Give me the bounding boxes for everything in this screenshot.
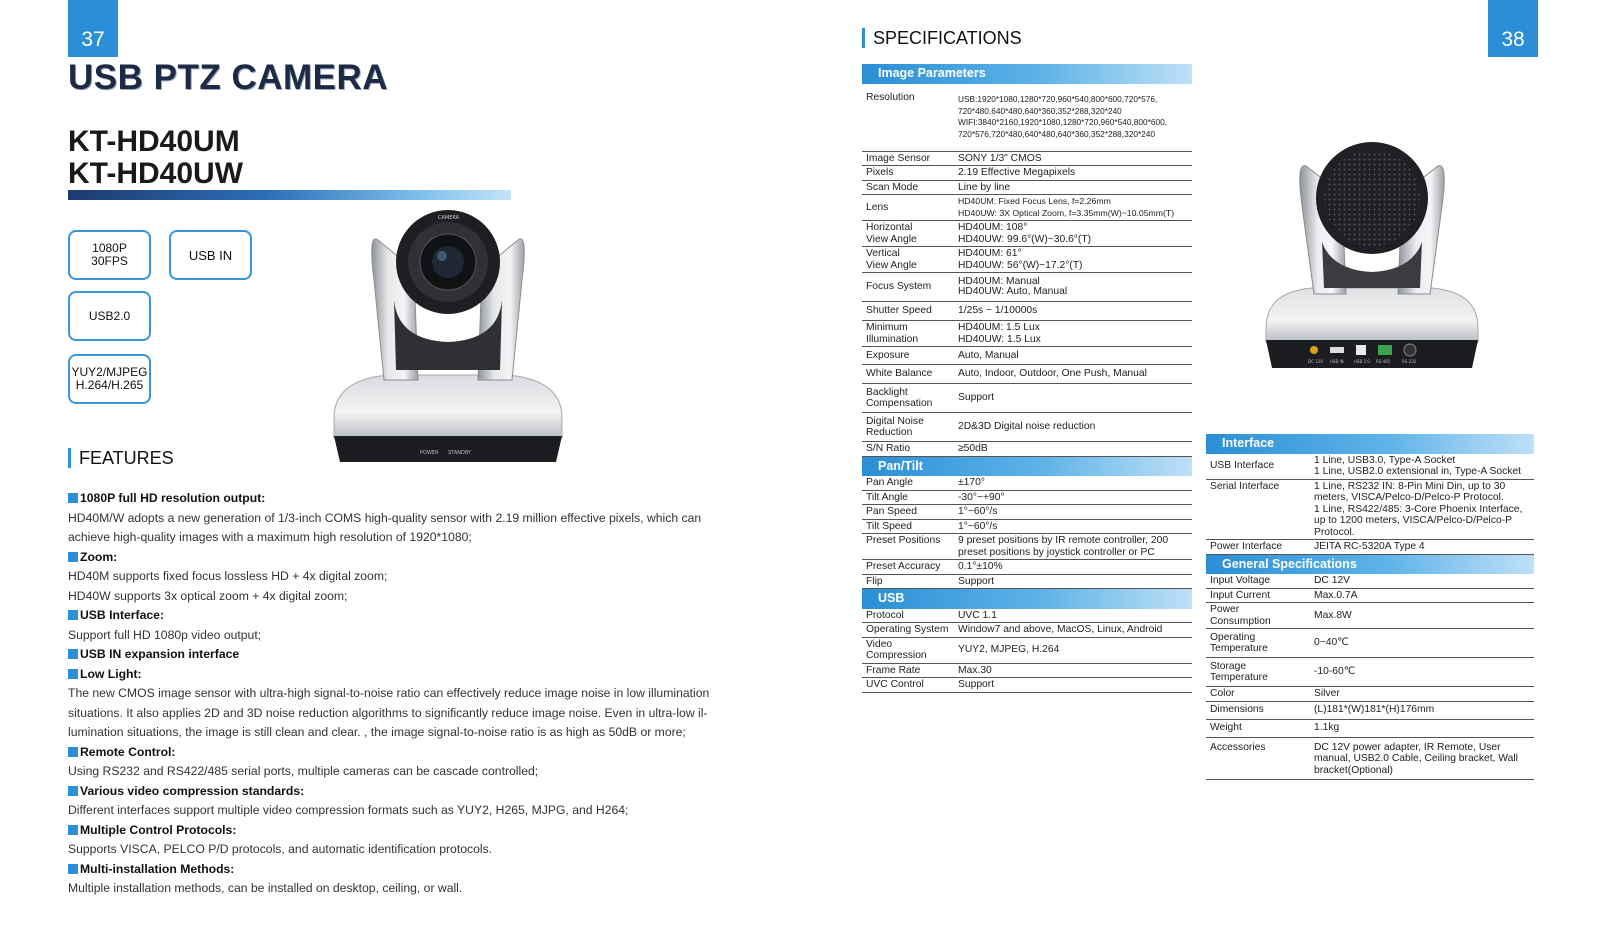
spec-label: Video Compression [862, 637, 954, 663]
spec-value: DC 12V power adapter, IR Remote, User manual, USB2.0 Cable, Ceiling bracket, Wall bracket(Optional) [1310, 737, 1534, 780]
port-label-dc: DC 12V [1308, 359, 1323, 364]
feature-title: USB IN expansion interface [68, 645, 768, 665]
feature-text: situations. It also applies 2D and 3D noise reduction algorithms to significantly reduce image noise. Even in ultra-low il- [68, 705, 708, 720]
spec-value: -10-60℃ [1310, 658, 1534, 687]
spec-value: HD40UM: 108° HD40UW: 99.6°(W)~30.6°(T) [954, 221, 1192, 247]
spec-label: Accessories [1206, 737, 1310, 780]
feature-text: The new CMOS image sensor with ultra-high signal-to-noise ratio can effectively reduce image noise in low illumination [68, 686, 710, 700]
feature-title: 1080P full HD resolution output: [68, 489, 768, 509]
spec-value: UVC 1.1 [954, 609, 1192, 623]
spec-label: Tilt Angle [862, 490, 954, 505]
page-number-left: 37 [68, 0, 118, 57]
spec-value: Support [954, 574, 1192, 589]
spec-label: Operating Temperature [1206, 629, 1310, 658]
spec-label: S/N Ratio [862, 442, 954, 457]
feature-text: Using RS232 and RS422/485 serial ports, multiple cameras can be cascade controlled; [68, 764, 539, 778]
spec-label: Storage Temperature [1206, 658, 1310, 687]
model-name-uw: KT-HD40UW [68, 157, 244, 190]
spec-label: UVC Control [862, 678, 954, 693]
section-header-interface: Interface [1206, 434, 1534, 454]
feature-title: Multi-installation Methods: [68, 860, 768, 880]
spec-label: Backlight Compensation [862, 384, 954, 413]
feature-text: HD40M/W adopts a new generation of 1/3-inch COMS high-quality sensor with 2.19 million effective pixels, which can [68, 510, 702, 525]
feature-title: Various video compression standards: [68, 782, 768, 802]
feature-title: Zoom: [68, 548, 768, 568]
spec-label: Pan Speed [862, 505, 954, 520]
spec-label: Input Current [1206, 588, 1310, 603]
spec-label: Pixels [862, 166, 954, 181]
feature-text: HD40M supports fixed focus lossless HD + 4x digital zoom; [68, 569, 388, 583]
spec-label: Focus System [862, 273, 954, 302]
spec-label: Power Interface [1206, 540, 1310, 555]
spec-value: YUY2, MJPEG, H.264 [954, 637, 1192, 663]
spec-label: Frame Rate [862, 663, 954, 678]
spec-value: Support [954, 678, 1192, 693]
spec-value: HD40UM: 61° HD40UW: 56°(W)~17.2°(T) [954, 247, 1192, 273]
port-label-rs485: RS-485 [1376, 359, 1391, 364]
spec-label: Digital Noise Reduction [862, 413, 954, 442]
spec-value: Silver [1310, 687, 1534, 702]
page-number-right: 38 [1488, 0, 1538, 57]
feature-text: Supports VISCA, PELCO P/D protocols, and automatic identification protocols. [68, 842, 493, 856]
feature-text: Support full HD 1080p video output; [68, 627, 262, 642]
standby-label: STANDBY [448, 450, 472, 456]
spec-value: SONY 1/3" CMOS [954, 151, 1192, 166]
model-name-um: KT-HD40UM [68, 125, 240, 158]
badge-codecs: YUY2/MJPEG H.264/H.265 [68, 354, 151, 404]
feature-title: Low Light: [68, 665, 768, 685]
section-header-image-parameters: Image Parameters [862, 64, 1192, 84]
feature-title: Remote Control: [68, 743, 768, 763]
spec-value: ±170° [954, 476, 1192, 490]
spec-value: (L)181*(W)181*(H)176mm [1310, 701, 1534, 719]
features-heading: FEATURES [68, 448, 174, 468]
spec-value: JEITA RC-5320A Type 4 [1310, 540, 1534, 555]
feature-text: Different interfaces support multiple video compression formats such as YUY2, H265, MJPG, and H264; [68, 803, 629, 817]
spec-value: Auto, Indoor, Outdoor, One Push, Manual [954, 365, 1192, 384]
spec-label: Image Sensor [862, 151, 954, 166]
spec-value: ≥50dB [954, 442, 1192, 457]
spec-label: Preset Positions [862, 534, 954, 560]
spec-label: White Balance [862, 365, 954, 384]
spec-label: Color [1206, 687, 1310, 702]
spec-label: Preset Accuracy [862, 560, 954, 575]
spec-label: Resolution [862, 84, 954, 152]
spec-value: Support [954, 384, 1192, 413]
feature-text: achieve high-quality images with a maximum high resolution of 1920*1080; [68, 530, 472, 544]
spec-label: Operating System [862, 623, 954, 638]
spec-value: Max.0.7A [1310, 588, 1534, 603]
specifications-heading: SPECIFICATIONS [862, 28, 1022, 48]
spec-label: Power Consumption [1206, 603, 1310, 629]
feature-text: HD40W supports 3x optical zoom + 4x digital zoom; [68, 588, 348, 603]
feature-title: USB Interface: [68, 606, 768, 626]
spec-value: HD40UM: Fixed Focus Lens, f=2.26mm HD40UW: 3X Optical Zoom, f=3.35mm(W)~10.05mm(T) [954, 195, 1192, 221]
spec-label: Shutter Speed [862, 302, 954, 321]
spec-value: DC 12V [1310, 574, 1534, 588]
features-list [68, 489, 768, 899]
spec-value: 1.1kg [1310, 719, 1534, 737]
spec-label: Input Voltage [1206, 574, 1310, 588]
spec-value: USB:1920*1080,1280*720,960*540,800*600,720*576, 720*480,640*480,640*360,352*288,320*240 WIFI:3840*2160,1920*1080,1280*720,960*540,800*600, 720*576,720*480,640*480,640*360,352*288,320*240 [954, 84, 1192, 152]
spec-label: Minimum Illumination [862, 321, 954, 347]
camera-front-image [328, 210, 568, 462]
spec-label: Dimensions [1206, 701, 1310, 719]
spec-label: Flip [862, 574, 954, 589]
feature-text: Multiple installation methods, can be installed on desktop, ceiling, or wall. [68, 881, 463, 895]
badge-usb2: USB2.0 [68, 291, 151, 341]
spec-value: 0~40℃ [1310, 629, 1534, 658]
spec-value: Max.8W [1310, 603, 1534, 629]
spec-label: Serial Interface [1206, 479, 1310, 540]
badge-1080p: 1080P 30FPS [68, 230, 151, 280]
section-header-pan-tilt: Pan/Tilt [862, 456, 1192, 476]
spec-value: Line by line [954, 180, 1192, 195]
section-header-usb: USB [862, 589, 1192, 609]
spec-value: HD40UM: 1.5 Lux HD40UW: 1.5 Lux [954, 321, 1192, 347]
power-label: POWER [420, 450, 439, 456]
spec-label: Tilt Speed [862, 519, 954, 534]
spec-table-main [862, 64, 1192, 693]
spec-value: 1 Line, USB3.0, Type-A Socket 1 Line, USB2.0 extensional in, Type-A Socket [1310, 454, 1534, 480]
spec-table-secondary [1206, 434, 1534, 780]
spec-label: Vertical View Angle [862, 247, 954, 273]
spec-value: 1/25s ~ 1/10000s [954, 302, 1192, 321]
spec-label: Scan Mode [862, 180, 954, 195]
port-label-usb-in: USB IN [1330, 359, 1344, 364]
spec-value: Max.30 [954, 663, 1192, 678]
lens-ring-label: CAMERA [438, 215, 460, 221]
spec-label: Pan Angle [862, 476, 954, 490]
spec-value: 2.19 Effective Megapixels [954, 166, 1192, 181]
feature-text: lumination situations, the image is still clean and clear. , the image signal-to-noise ratio is as high as 50dB or more; [68, 725, 686, 739]
spec-value: 1 Line, RS232 IN: 8-Pin Mini Din, up to 30 meters, VISCA/Pelco-D/Pelco-P Protocol. 1 Line, RS422/485: 3-Core Phoenix Interface, up to 1200 meters, VISCA/Pelco-D/Pelco-P Protocol. [1310, 479, 1534, 540]
spec-value: HD40UM: Manual HD40UW: Auto, Manual [954, 273, 1192, 302]
port-label-usb2: USB 2.0 [1354, 359, 1370, 364]
spec-label: Protocol [862, 609, 954, 623]
spec-value: Auto, Manual [954, 347, 1192, 365]
spec-label: Exposure [862, 347, 954, 365]
spec-value: -30°~+90° [954, 490, 1192, 505]
spec-value: 1°~60°/s [954, 505, 1192, 520]
spec-value: 2D&3D Digital noise reduction [954, 413, 1192, 442]
title-underline-bar [68, 190, 511, 200]
spec-value: 9 preset positions by IR remote controller, 200 preset positions by joystick controller or PC [954, 534, 1192, 560]
port-label-rs232: RS-232 [1402, 359, 1417, 364]
spec-value: 0.1°±10% [954, 560, 1192, 575]
camera-rear-image [1262, 142, 1482, 382]
spec-value: Window7 and above, MacOS, Linux, Android [954, 623, 1192, 638]
spec-label: Horizontal View Angle [862, 221, 954, 247]
feature-title: Multiple Control Protocols: [68, 821, 768, 841]
spec-value: 1°~60°/s [954, 519, 1192, 534]
spec-label: Weight [1206, 719, 1310, 737]
spec-label: Lens [862, 195, 954, 221]
page-title: USB PTZ CAMERA [68, 58, 389, 97]
spec-label: USB Interface [1206, 454, 1310, 480]
section-header-general-specifications: General Specifications [1206, 554, 1534, 574]
badge-usb-in: USB IN [169, 230, 252, 280]
